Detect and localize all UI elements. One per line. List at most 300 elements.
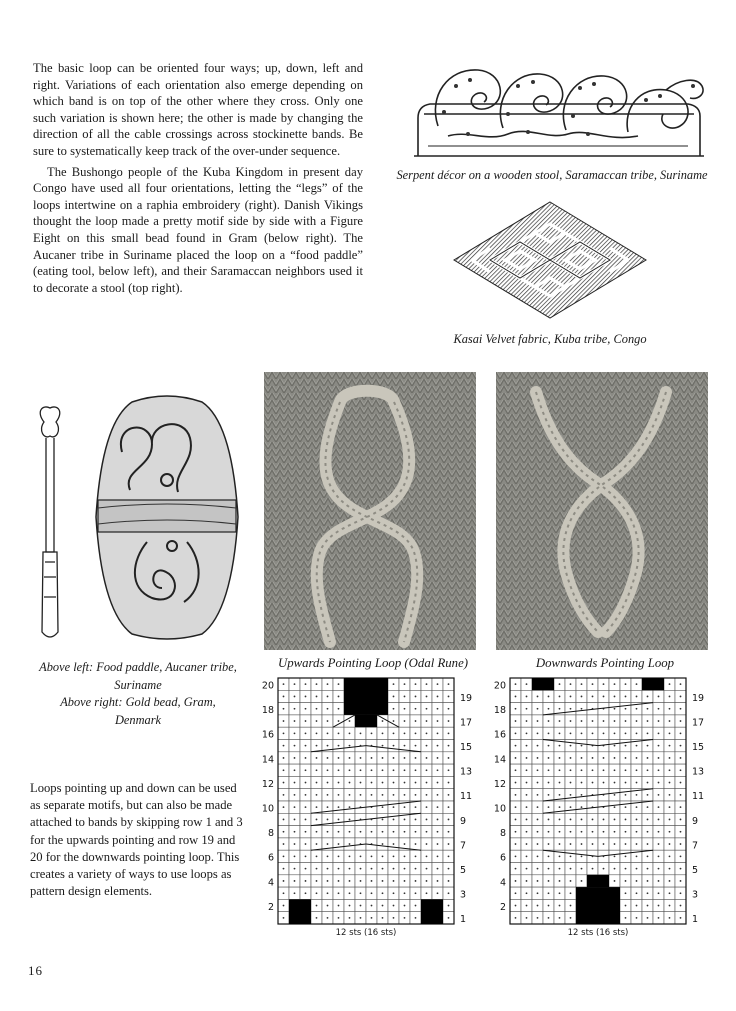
stitch-dot xyxy=(515,806,517,808)
stitch-dot xyxy=(294,868,296,870)
stitch-dot xyxy=(548,782,550,784)
stitch-dot xyxy=(338,892,340,894)
stitch-dot xyxy=(349,794,351,796)
stitch-dot xyxy=(526,794,528,796)
stitch-dot xyxy=(537,855,539,857)
stitch-dot xyxy=(305,745,307,747)
stitch-dot xyxy=(338,905,340,907)
stitch-dot xyxy=(625,696,627,698)
stitch-dot xyxy=(658,905,660,907)
filled-block xyxy=(344,678,388,715)
stitch-dot xyxy=(371,892,373,894)
stitch-dot xyxy=(537,708,539,710)
stitch-dot xyxy=(305,855,307,857)
upwards-chart-title: Upwards Pointing Loop (Odal Rune) xyxy=(277,656,469,670)
stitch-dot xyxy=(581,720,583,722)
stitch-dot xyxy=(316,892,318,894)
stitch-dot xyxy=(515,892,517,894)
stitch-dot xyxy=(294,843,296,845)
row-number-right: 7 xyxy=(692,840,699,852)
stitch-dot xyxy=(305,782,307,784)
stitch-dot xyxy=(658,819,660,821)
stitch-dot xyxy=(393,843,395,845)
page-number: 16 xyxy=(28,963,43,978)
stitch-dot xyxy=(349,806,351,808)
stitch-dot xyxy=(680,757,682,759)
stitch-dot xyxy=(559,696,561,698)
filled-block xyxy=(587,875,609,887)
stitch-dot xyxy=(316,855,318,857)
row-number-left: 4 xyxy=(267,877,274,889)
stitch-dot xyxy=(603,782,605,784)
stitch-dot xyxy=(448,905,450,907)
downwards-stitch-label: 12 sts (16 sts) xyxy=(567,928,629,938)
row-number-right: 3 xyxy=(692,889,699,901)
row-number-left: 12 xyxy=(261,778,274,790)
stitch-dot xyxy=(426,745,428,747)
stitch-dot xyxy=(537,745,539,747)
stitch-dot xyxy=(559,831,561,833)
stitch-dot xyxy=(515,917,517,919)
stitch-dot xyxy=(581,819,583,821)
stitch-dot xyxy=(283,757,285,759)
stitch-dot xyxy=(603,696,605,698)
stitch-dot xyxy=(680,819,682,821)
stitch-dot xyxy=(537,831,539,833)
stitch-dot xyxy=(283,769,285,771)
stitch-dot xyxy=(658,794,660,796)
stitch-dot xyxy=(680,745,682,747)
stitch-dot xyxy=(636,855,638,857)
stitch-dot xyxy=(349,769,351,771)
row-number-right: 15 xyxy=(692,741,705,753)
stitch-dot xyxy=(294,806,296,808)
stitch-dot xyxy=(305,819,307,821)
stitch-dot xyxy=(426,769,428,771)
stitch-dot xyxy=(393,720,395,722)
stitch-dot xyxy=(680,720,682,722)
stitch-dot xyxy=(415,769,417,771)
stitch-dot xyxy=(294,819,296,821)
row-number-left: 6 xyxy=(267,852,274,864)
stitch-dot xyxy=(581,708,583,710)
row-number-left: 18 xyxy=(493,705,506,717)
stitch-dot xyxy=(305,696,307,698)
stitch-dot xyxy=(658,708,660,710)
stitch-dot xyxy=(426,843,428,845)
stitch-dot xyxy=(404,732,406,734)
stitch-dot xyxy=(636,782,638,784)
stitch-dot xyxy=(526,855,528,857)
row-number-left: 16 xyxy=(261,729,274,741)
stitch-dot xyxy=(382,892,384,894)
stitch-dot xyxy=(437,892,439,894)
stitch-dot xyxy=(570,708,572,710)
stitch-dot xyxy=(526,683,528,685)
stitch-dot xyxy=(625,892,627,894)
stitch-dot xyxy=(338,683,340,685)
stitch-dot xyxy=(625,905,627,907)
stitch-dot xyxy=(548,769,550,771)
stitch-dot xyxy=(338,794,340,796)
stitch-dot xyxy=(537,732,539,734)
stitch-dot xyxy=(669,745,671,747)
stitch-dot xyxy=(592,720,594,722)
stitch-dot xyxy=(548,892,550,894)
stitch-dot xyxy=(680,782,682,784)
stitch-dot xyxy=(349,732,351,734)
stitch-dot xyxy=(669,683,671,685)
stitch-dot xyxy=(327,708,329,710)
stitch-dot xyxy=(338,696,340,698)
stitch-dot xyxy=(415,782,417,784)
stitch-dot xyxy=(636,831,638,833)
row-number-left: 2 xyxy=(267,901,274,913)
stitch-dot xyxy=(404,868,406,870)
stitch-dot xyxy=(382,868,384,870)
stitch-dot xyxy=(404,745,406,747)
row-number-right: 5 xyxy=(692,864,699,876)
stitch-dot xyxy=(515,831,517,833)
row-number-left: 8 xyxy=(499,828,506,840)
stitch-dot xyxy=(316,769,318,771)
stitch-dot xyxy=(371,757,373,759)
stitch-dot xyxy=(581,806,583,808)
gold-bead-illustration xyxy=(92,392,242,642)
stitch-dot xyxy=(305,831,307,833)
stitch-dot xyxy=(548,917,550,919)
stitch-dot xyxy=(415,843,417,845)
stitch-dot xyxy=(636,683,638,685)
stitch-dot xyxy=(338,769,340,771)
stitch-dot xyxy=(581,732,583,734)
stitch-dot xyxy=(625,757,627,759)
stitch-dot xyxy=(349,917,351,919)
stitch-dot xyxy=(570,855,572,857)
stitch-dot xyxy=(647,696,649,698)
stitch-dot xyxy=(625,855,627,857)
stitch-dot xyxy=(625,782,627,784)
stitch-dot xyxy=(625,806,627,808)
stitch-dot xyxy=(548,819,550,821)
stitch-dot xyxy=(669,696,671,698)
stitch-dot xyxy=(448,732,450,734)
stitch-dot xyxy=(548,696,550,698)
stitch-dot xyxy=(294,732,296,734)
stitch-dot xyxy=(426,757,428,759)
stitch-dot xyxy=(393,868,395,870)
stitch-dot xyxy=(437,683,439,685)
stitch-dot xyxy=(327,720,329,722)
stitch-dot xyxy=(283,819,285,821)
stitch-dot xyxy=(537,696,539,698)
stitch-dot xyxy=(294,708,296,710)
stitch-dot xyxy=(581,683,583,685)
stitch-dot xyxy=(614,843,616,845)
stitch-dot xyxy=(669,880,671,882)
stitch-dot xyxy=(515,855,517,857)
stitch-dot xyxy=(680,708,682,710)
caption-line-4: Denmark xyxy=(114,712,162,727)
downwards-loop-photo xyxy=(496,372,708,650)
stitch-dot xyxy=(349,831,351,833)
stitch-dot xyxy=(448,868,450,870)
stitch-dot xyxy=(426,831,428,833)
stitch-dot xyxy=(603,769,605,771)
stitch-dot xyxy=(614,794,616,796)
stitch-dot xyxy=(669,708,671,710)
stitch-dot xyxy=(559,917,561,919)
paddle-bead-caption xyxy=(22,659,254,729)
stitch-dot xyxy=(669,757,671,759)
stitch-dot xyxy=(680,917,682,919)
stitch-dot xyxy=(570,905,572,907)
stitch-dot xyxy=(316,696,318,698)
stitch-dot xyxy=(305,868,307,870)
stitch-dot xyxy=(526,819,528,821)
stitch-dot xyxy=(327,757,329,759)
stitch-dot xyxy=(437,782,439,784)
stitch-dot xyxy=(382,880,384,882)
row-number-right: 13 xyxy=(460,766,473,778)
stitch-dot xyxy=(316,880,318,882)
stitch-dot xyxy=(570,720,572,722)
stitch-dot xyxy=(382,720,384,722)
stitch-dot xyxy=(426,892,428,894)
stitch-dot xyxy=(294,782,296,784)
stitch-dot xyxy=(559,843,561,845)
stitch-dot xyxy=(404,708,406,710)
stitch-dot xyxy=(537,843,539,845)
stitch-dot xyxy=(404,782,406,784)
stitch-dot xyxy=(658,868,660,870)
stitch-dot xyxy=(570,892,572,894)
stitch-dot xyxy=(515,819,517,821)
stitch-dot xyxy=(338,819,340,821)
stitch-dot xyxy=(526,757,528,759)
stitch-dot xyxy=(680,806,682,808)
stitch-dot xyxy=(515,757,517,759)
stitch-dot xyxy=(537,905,539,907)
stitch-dot xyxy=(614,732,616,734)
stitch-dot xyxy=(371,831,373,833)
stitch-dot xyxy=(669,806,671,808)
kasai-fabric-illustration xyxy=(450,198,650,322)
stitch-dot xyxy=(647,782,649,784)
stitch-dot xyxy=(526,868,528,870)
stitch-dot xyxy=(294,855,296,857)
stitch-dot xyxy=(548,843,550,845)
row-number-right: 13 xyxy=(692,766,705,778)
stitch-dot xyxy=(570,794,572,796)
row-number-right: 9 xyxy=(460,815,467,827)
stitch-dot xyxy=(327,855,329,857)
stitch-dot xyxy=(404,831,406,833)
stitch-dot xyxy=(625,769,627,771)
row-number-left: 14 xyxy=(493,754,506,766)
stitch-dot xyxy=(515,732,517,734)
stitch-dot xyxy=(680,855,682,857)
caption-line-2: Suriname xyxy=(114,677,162,692)
stitch-dot xyxy=(283,720,285,722)
stitch-dot xyxy=(437,855,439,857)
stitch-dot xyxy=(647,892,649,894)
stitch-dot xyxy=(404,696,406,698)
stitch-dot xyxy=(316,794,318,796)
stitch-dot xyxy=(404,757,406,759)
stitch-dot xyxy=(669,892,671,894)
stitch-dot xyxy=(283,868,285,870)
stitch-dot xyxy=(570,819,572,821)
stitch-dot xyxy=(537,794,539,796)
stitch-dot xyxy=(415,732,417,734)
stitch-dot xyxy=(658,782,660,784)
stitch-dot xyxy=(283,806,285,808)
stitch-dot xyxy=(625,880,627,882)
stitch-dot xyxy=(360,917,362,919)
stitch-dot xyxy=(338,782,340,784)
stitch-dot xyxy=(437,757,439,759)
stitch-dot xyxy=(636,794,638,796)
stitch-dot xyxy=(437,696,439,698)
stitch-dot xyxy=(570,757,572,759)
stitch-dot xyxy=(559,720,561,722)
stitch-dot xyxy=(360,782,362,784)
stitch-dot xyxy=(636,868,638,870)
stitch-dot xyxy=(614,819,616,821)
stitch-dot xyxy=(636,720,638,722)
stitch-dot xyxy=(327,819,329,821)
stitch-dot xyxy=(393,732,395,734)
stitch-dot xyxy=(283,831,285,833)
stitch-dot xyxy=(327,880,329,882)
stitch-dot xyxy=(592,831,594,833)
stitch-dot xyxy=(515,905,517,907)
stitch-dot xyxy=(581,855,583,857)
stitch-dot xyxy=(404,917,406,919)
stitch-dot xyxy=(636,806,638,808)
stitch-dot xyxy=(415,855,417,857)
stitch-dot xyxy=(426,855,428,857)
stitch-dot xyxy=(294,769,296,771)
stitch-dot xyxy=(592,696,594,698)
stitch-dot xyxy=(426,794,428,796)
stitch-dot xyxy=(515,708,517,710)
row-number-left: 10 xyxy=(261,803,274,815)
stitch-dot xyxy=(526,745,528,747)
stitch-dot xyxy=(371,868,373,870)
stitch-dot xyxy=(305,757,307,759)
stitch-dot xyxy=(625,745,627,747)
row-number-right: 17 xyxy=(692,717,705,729)
stitch-dot xyxy=(658,892,660,894)
stitch-dot xyxy=(526,720,528,722)
stitch-dot xyxy=(515,880,517,882)
stitch-dot xyxy=(437,769,439,771)
stitch-dot xyxy=(360,868,362,870)
stitch-dot xyxy=(426,782,428,784)
filled-block xyxy=(421,899,443,924)
stitch-dot xyxy=(614,782,616,784)
stitch-dot xyxy=(680,696,682,698)
stitch-dot xyxy=(338,917,340,919)
stitch-dot xyxy=(437,880,439,882)
stitch-dot xyxy=(327,683,329,685)
stitch-dot xyxy=(283,708,285,710)
stitch-dot xyxy=(316,782,318,784)
stitch-dot xyxy=(415,696,417,698)
downwards-chart-grid xyxy=(490,674,716,930)
stitch-dot xyxy=(448,843,450,845)
stitch-dot xyxy=(548,720,550,722)
stitch-dot xyxy=(338,880,340,882)
row-number-left: 12 xyxy=(493,778,506,790)
stitch-dot xyxy=(415,794,417,796)
stitch-dot xyxy=(448,683,450,685)
stitch-dot xyxy=(283,683,285,685)
intro-text xyxy=(33,60,363,296)
stitch-dot xyxy=(559,868,561,870)
stitch-dot xyxy=(404,794,406,796)
stitch-dot xyxy=(448,745,450,747)
stitch-dot xyxy=(614,806,616,808)
stitch-dot xyxy=(647,732,649,734)
upwards-chart-grid xyxy=(258,674,484,930)
stitch-dot xyxy=(294,757,296,759)
stitch-dot xyxy=(537,720,539,722)
stitch-dot xyxy=(636,757,638,759)
stitch-dot xyxy=(437,794,439,796)
stitch-dot xyxy=(415,917,417,919)
stitch-dot xyxy=(526,892,528,894)
stitch-dot xyxy=(415,683,417,685)
row-number-left: 2 xyxy=(499,901,506,913)
stitch-dot xyxy=(548,794,550,796)
stitch-dot xyxy=(349,892,351,894)
stitch-dot xyxy=(603,843,605,845)
stitch-dot xyxy=(327,696,329,698)
food-paddle-illustration xyxy=(30,402,70,642)
stitch-dot xyxy=(404,720,406,722)
stitch-dot xyxy=(570,745,572,747)
stitch-dot xyxy=(404,892,406,894)
stitch-dot xyxy=(393,905,395,907)
stitch-dot xyxy=(581,757,583,759)
stitch-dot xyxy=(526,782,528,784)
stitch-dot xyxy=(559,782,561,784)
stitch-dot xyxy=(338,843,340,845)
stitch-dot xyxy=(327,745,329,747)
stitch-dot xyxy=(537,892,539,894)
stitch-dot xyxy=(404,905,406,907)
stitch-dot xyxy=(647,905,649,907)
upwards-loop-chart xyxy=(258,674,484,944)
stitch-dot xyxy=(448,720,450,722)
stitch-dot xyxy=(658,831,660,833)
stitch-dot xyxy=(570,917,572,919)
stitch-dot xyxy=(426,732,428,734)
stitch-dot xyxy=(360,905,362,907)
stitch-dot xyxy=(305,892,307,894)
stitch-dot xyxy=(669,782,671,784)
stitch-dot xyxy=(338,720,340,722)
stitch-dot xyxy=(669,905,671,907)
stitch-dot xyxy=(647,917,649,919)
stitch-dot xyxy=(625,708,627,710)
stitch-dot xyxy=(327,843,329,845)
stitch-dot xyxy=(327,868,329,870)
row-number-right: 7 xyxy=(460,840,467,852)
